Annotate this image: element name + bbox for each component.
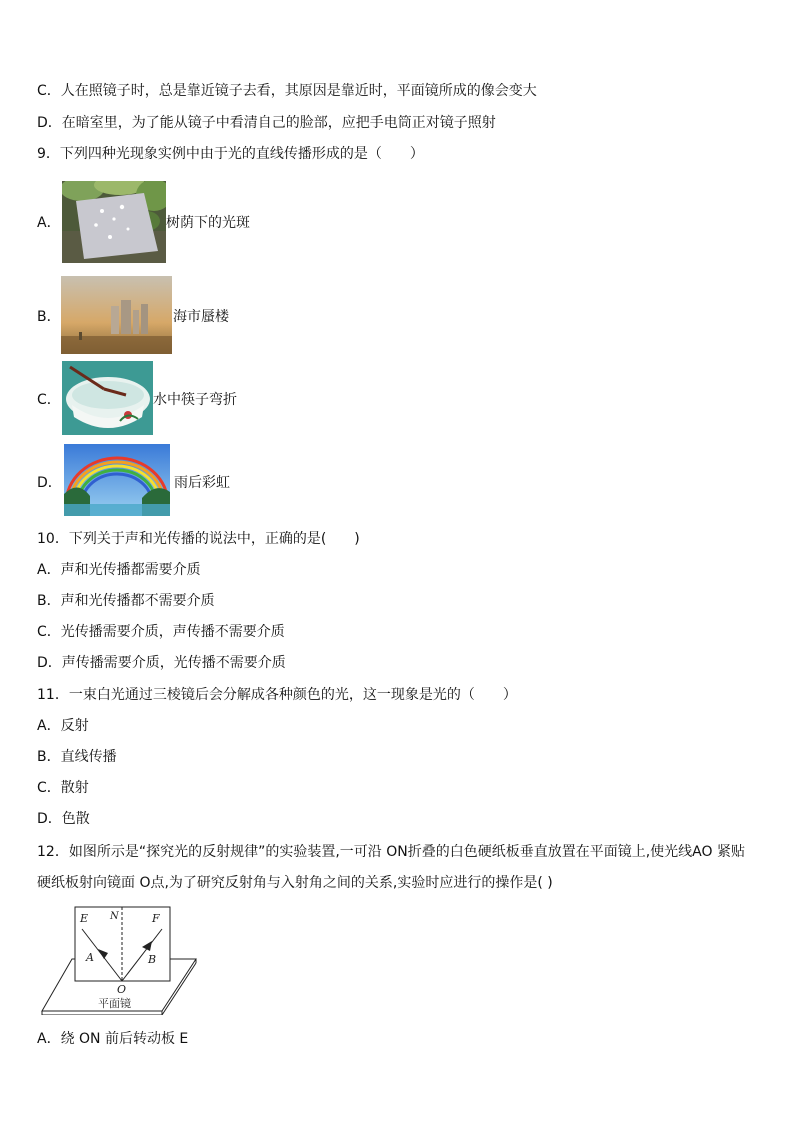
q10-option-b: B．声和光传播都不需要介质 xyxy=(37,593,215,609)
q9-option-a-caption: 树荫下的光斑 xyxy=(166,215,250,231)
label-f: F xyxy=(152,912,160,925)
q11-option-a: A．反射 xyxy=(37,718,89,734)
label-o: O xyxy=(117,983,127,996)
rainbow-image xyxy=(64,444,170,516)
q10-stem: 10．下列关于声和光传播的说法中，正确的是( ) xyxy=(37,531,360,547)
mirage-city-image xyxy=(61,276,172,354)
q10-option-d: D．声传播需要介质，光传播不需要介质 xyxy=(37,655,286,671)
q9-option-a-letter: A． xyxy=(37,215,61,231)
q8-option-d: D．在暗室里，为了能从镜子中看清自己的脸部，应把手电筒正对镜子照射 xyxy=(37,115,496,131)
q11-option-b: B．直线传播 xyxy=(37,749,117,765)
label-a: A xyxy=(86,951,94,964)
q9-option-d-caption: 雨后彩虹 xyxy=(174,475,230,491)
q10-option-c: C．光传播需要介质，声传播不需要介质 xyxy=(37,624,285,640)
q9-stem: 9．下列四种光现象实例中由于光的直线传播形成的是（ ） xyxy=(37,146,424,162)
label-mirror: 平面镜 xyxy=(98,997,131,1010)
bowl-chopsticks-image xyxy=(62,361,153,435)
reflection-experiment-diagram xyxy=(38,903,202,1015)
tree-shade-light-spots-image xyxy=(62,181,166,263)
q11-option-c: C．散射 xyxy=(37,780,89,796)
q10-option-a: A．声和光传播都需要介质 xyxy=(37,562,201,578)
q12-stem-line2: 硬纸板射向镜面 O点,为了研究反射角与入射角之间的关系,实验时应进行的操作是( ) xyxy=(37,875,553,891)
label-e: E xyxy=(80,912,89,925)
q9-option-b-letter: B． xyxy=(37,309,61,325)
q9-option-b-caption: 海市蜃楼 xyxy=(173,309,229,325)
q9-option-d-letter: D． xyxy=(37,475,62,491)
label-b: B xyxy=(148,953,157,966)
q12-stem-line1: 12．如图所示是“探究光的反射规律”的实验装置,一可沿 ON折叠的白色硬纸板垂直放置在平面镜上,使光线AO 紧贴 xyxy=(37,844,745,860)
q12-option-a: A．绕 ON 前后转动板 E xyxy=(37,1031,189,1047)
q9-option-c-letter: C． xyxy=(37,392,61,408)
q8-option-c: C．人在照镜子时，总是靠近镜子去看，其原因是靠近时，平面镜所成的像会变大 xyxy=(37,83,537,99)
q11-stem: 11．一束白光通过三棱镜后会分解成各种颜色的光，这一现象是光的（ ） xyxy=(37,687,517,703)
q11-option-d: D．色散 xyxy=(37,811,90,827)
q9-option-c-caption: 水中筷子弯折 xyxy=(153,392,237,408)
label-n: N xyxy=(110,911,119,922)
